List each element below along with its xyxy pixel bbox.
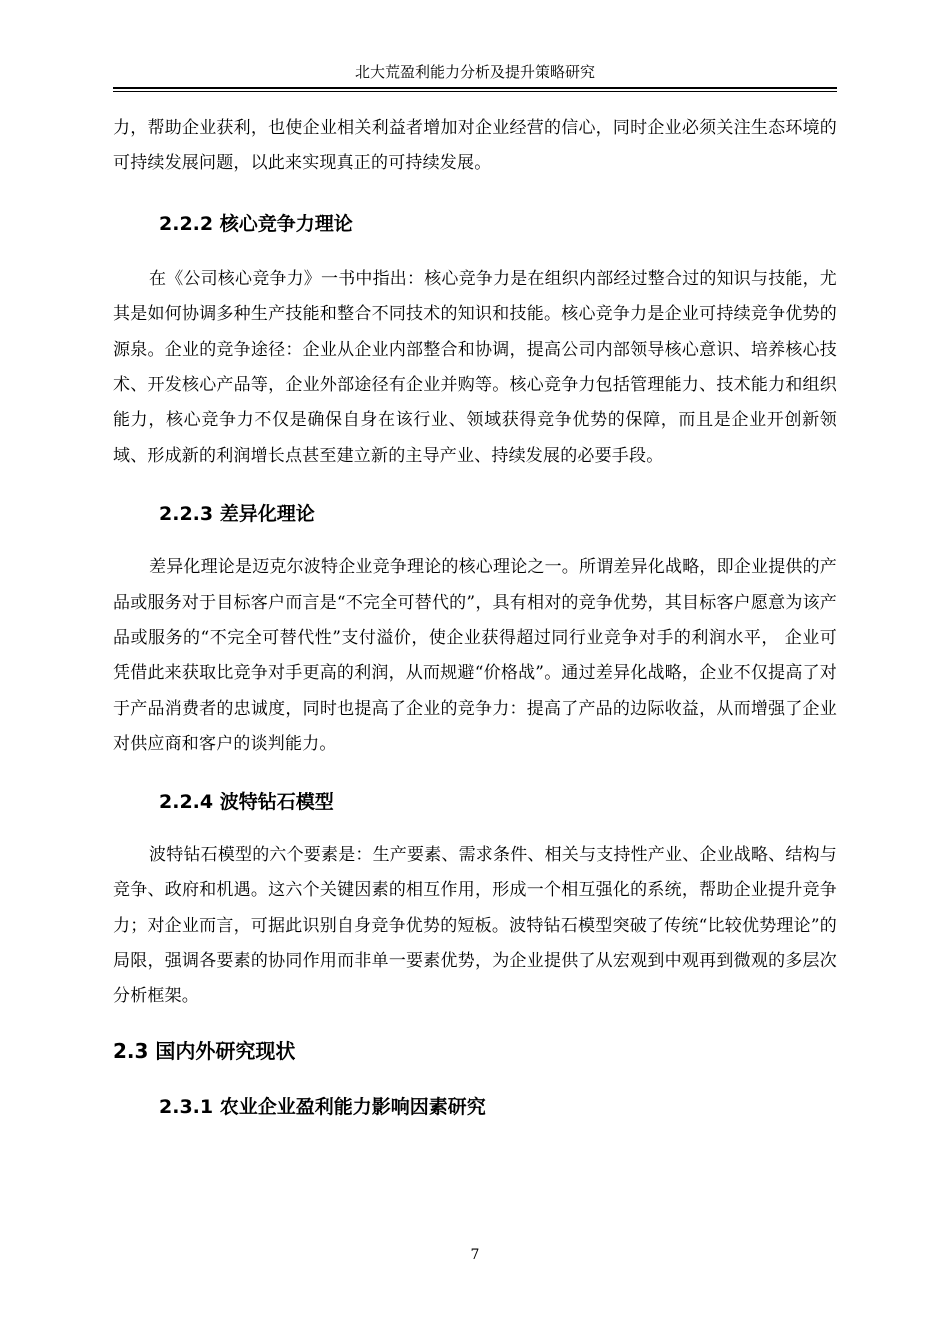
paragraph-differentiation: 差异化理论是迈克尔波特企业竞争理论的核心理论之一。所谓差异化战略，即企业提供的产品或服务对于目标客户而言是“不完全可替代的”，具有相对的竞争优势，其目标客户愿意为该产品或服务的“不完全可替代性”支付溢价，使企业获得超过同行业竞争对手的利润水平， 企业可凭借此来获取比竞争对手更高的利润，从而规避“价格战”。通过差异化战略，企业不仅提高了对于产品消费者的忠诚度，同时也提高了企业的竞争力：提高了产品的边际收益，从而增强了企业对供应商和客户的谈判能力。 bbox=[113, 557, 837, 755]
intro-paragraph: 力，帮助企业获利，也使企业相关利益者增加对企业经营的信心，同时企业必须关注生态环境的可持续发展问题，以此来实现真正的可持续发展。 bbox=[113, 118, 837, 174]
running-header: 北大荒盈利能力分析及提升策略研究 bbox=[354, 63, 595, 81]
heading-2-2-2: 2.2.2 核心竞争力理论 bbox=[159, 212, 353, 235]
header-rule-thin bbox=[113, 91, 837, 92]
paragraph-core-competence: 在《公司核心竞争力》一书中指出：核心竞争力是在组织内部经过整合过的知识与技能，尤其是如何协调多种生产技能和整合不同技术的知识和技能。核心竞争力是企业可持续竞争优势的源泉。企业的竞争途径：企业从企业内部整合和协调，提高公司内部领导核心意识、培养核心技术、开发核心产品等，企业外部途径有企业并购等。核心竞争力包括管理能力、技术能力和组织能力，核心竞争力不仅是确保自身在该行业、领域获得竞争优势的保障，而且是企业开创新领域、形成新的利润增长点甚至建立新的主导产业、持续发展的必要手段。 bbox=[113, 268, 837, 466]
document-body bbox=[113, 111, 837, 1121]
paragraph-porter-diamond: 波特钻石模型的六个要素是：生产要素、需求条件、相关与支持性产业、企业战略、结构与竞争、政府和机遇。这六个关键因素的相互作用，形成一个相互强化的系统，帮助企业提升竞争力；对企业而言，可据此识别自身竞争优势的短板。波特钻石模型突破了传统“比较优势理论”的局限，强调各要素的协同作用而非单一要素优势，为企业提供了从宏观到中观再到微观的多层次分析框架。 bbox=[113, 844, 837, 1007]
heading-2-3: 2.3 国内外研究现状 bbox=[113, 1038, 296, 1063]
heading-2-2-4: 2.2.4 波特钻石模型 bbox=[159, 790, 334, 813]
heading-2-3-1: 2.3.1 农业企业盈利能力影响因素研究 bbox=[159, 1095, 486, 1118]
page-number: 7 bbox=[470, 1247, 480, 1263]
header-rule-thick bbox=[113, 87, 837, 89]
heading-2-2-3: 2.2.3 差异化理论 bbox=[159, 503, 315, 526]
